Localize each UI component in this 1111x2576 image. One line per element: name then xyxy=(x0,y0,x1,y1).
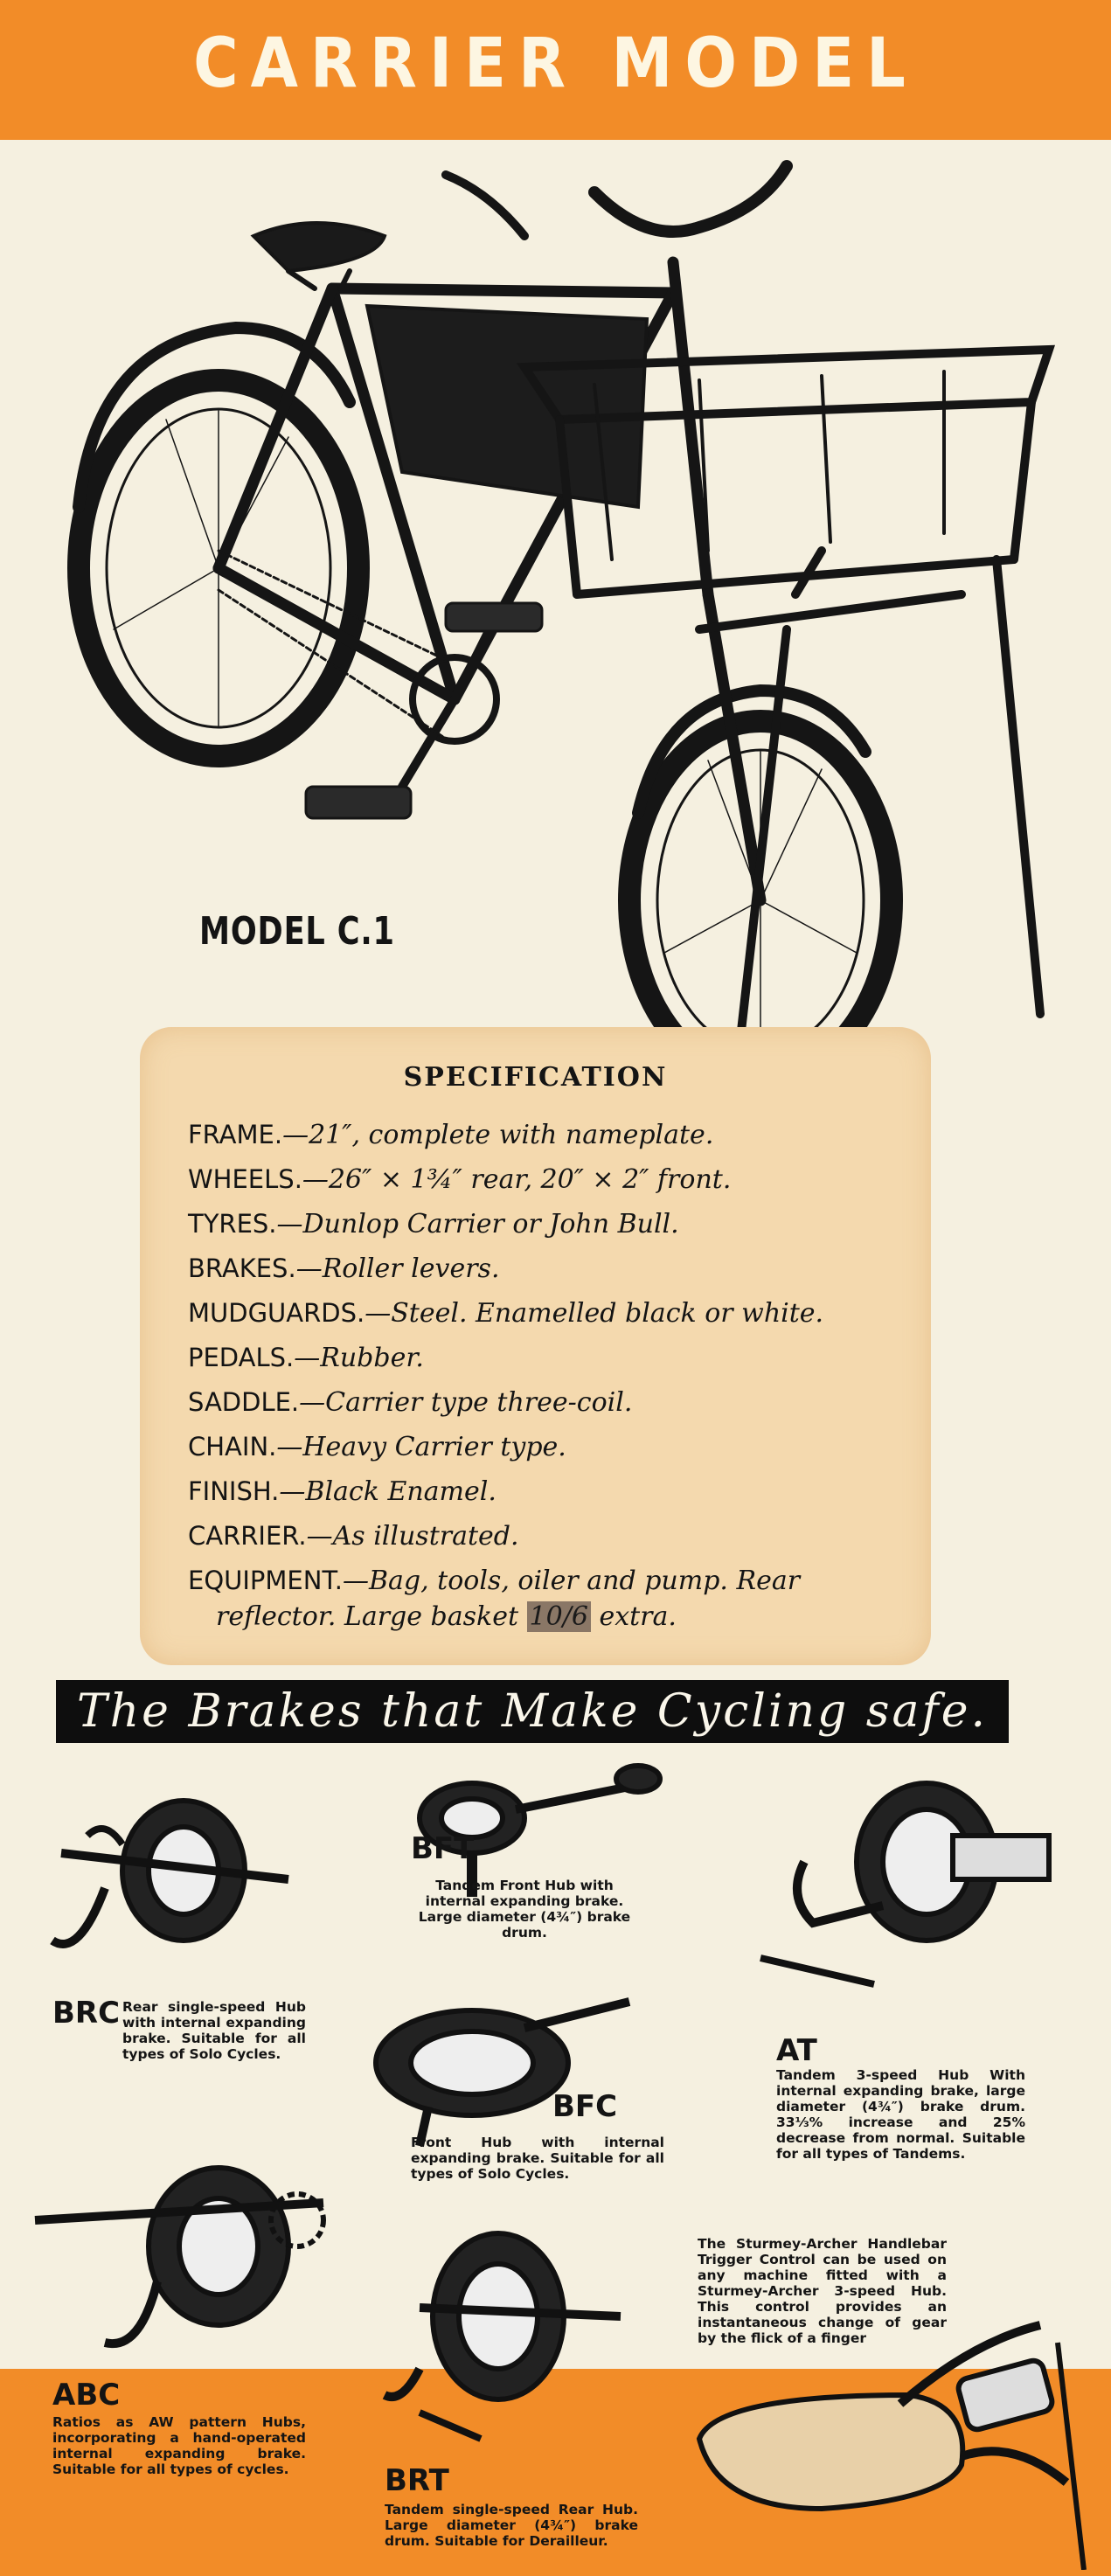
bfc-description: Front Hub with internal expanding brake. Suitable for all types of Solo Cycles. xyxy=(411,2135,664,2182)
spec-item-chain: CHAIN.—Heavy Carrier type. xyxy=(188,1432,566,1462)
at-hub-illustration xyxy=(752,1774,1066,2002)
at-code: AT xyxy=(776,2033,817,2068)
brc-description: Rear single-speed Hub with internal expanding brake. Suitable for all types of Solo Cycles. xyxy=(122,1999,306,2062)
spec-item-equipment-continued: reflector. Large basket 10/6 extra. xyxy=(216,1601,677,1632)
bft-description: Tandem Front Hub with internal expanding brake. Large diameter (4¾″) brake drum. xyxy=(418,1878,631,1941)
specification-list xyxy=(188,1113,905,1635)
spec-item-brakes: BRAKES.—Roller levers. xyxy=(188,1253,500,1284)
abc-code: ABC xyxy=(52,2378,121,2413)
spec-item-equipment: EQUIPMENT.—Bag, tools, oiler and pump. Rear xyxy=(188,1566,801,1596)
header-band xyxy=(0,0,1111,140)
spec-item-saddle: SADDLE.—Carrier type three-coil. xyxy=(188,1387,633,1418)
brt-description: Tandem single-speed Rear Hub. Large diameter (4¾″) brake drum. Suitable for Derailleur. xyxy=(385,2502,638,2549)
spec-item-frame: FRAME.—21″, complete with nameplate. xyxy=(188,1120,714,1150)
spec-item-mudguards: MUDGUARDS.—Steel. Enamelled black or white. xyxy=(188,1298,824,1329)
bfc-code: BFC xyxy=(552,2089,618,2124)
specification-heading: SPECIFICATION xyxy=(403,1062,668,1093)
abc-description: Ratios as AW pattern Hubs, incorporating a hand-operated internal expanding brake. Suitable for all types of cycles. xyxy=(52,2414,306,2477)
model-label: MODEL C.1 xyxy=(199,909,395,954)
carrier-bicycle-illustration xyxy=(35,140,1084,1084)
brt-hub-illustration xyxy=(367,2220,629,2448)
brc-code: BRC xyxy=(52,1996,121,2031)
abc-hub-illustration xyxy=(26,2150,332,2360)
brc-hub-illustration xyxy=(26,1783,315,1993)
bft-code: BFT xyxy=(411,1831,475,1866)
spec-item-wheels: WHEELS.—26″ × 1¾″ rear, 20″ × 2″ front. xyxy=(188,1164,732,1195)
trigger-control-description: The Sturmey-Archer Handlebar Trigger Control can be used on any machine fitted with a Sturmey-Archer 3-speed Hub. This control provides an instantaneous change of gear by the flick of a finger xyxy=(698,2236,947,2346)
at-description: Tandem 3-speed Hub With internal expanding brake, large diameter (4¾″) brake drum. 33⅓% increase and 25% decrease from normal. Suitable for all types of Tandems. xyxy=(776,2067,1025,2162)
brt-code: BRT xyxy=(385,2463,449,2498)
bfc-hub-illustration xyxy=(350,1975,638,2150)
page-title: CARRIER MODEL xyxy=(193,24,918,103)
spec-item-pedals: PEDALS.—Rubber. xyxy=(188,1343,424,1373)
spec-item-carrier: CARRIER.—As illustrated. xyxy=(188,1521,519,1552)
spec-item-tyres: TYRES.—Dunlop Carrier or John Bull. xyxy=(188,1209,679,1239)
spec-item-finish: FINISH.—Black Enamel. xyxy=(188,1476,496,1507)
trigger-control-illustration xyxy=(682,2308,1093,2570)
specification-panel xyxy=(140,1027,931,1665)
brakes-slogan-banner: The Brakes that Make Cycling safe. xyxy=(56,1680,1009,1743)
basket-price: 10/6 xyxy=(527,1601,591,1632)
